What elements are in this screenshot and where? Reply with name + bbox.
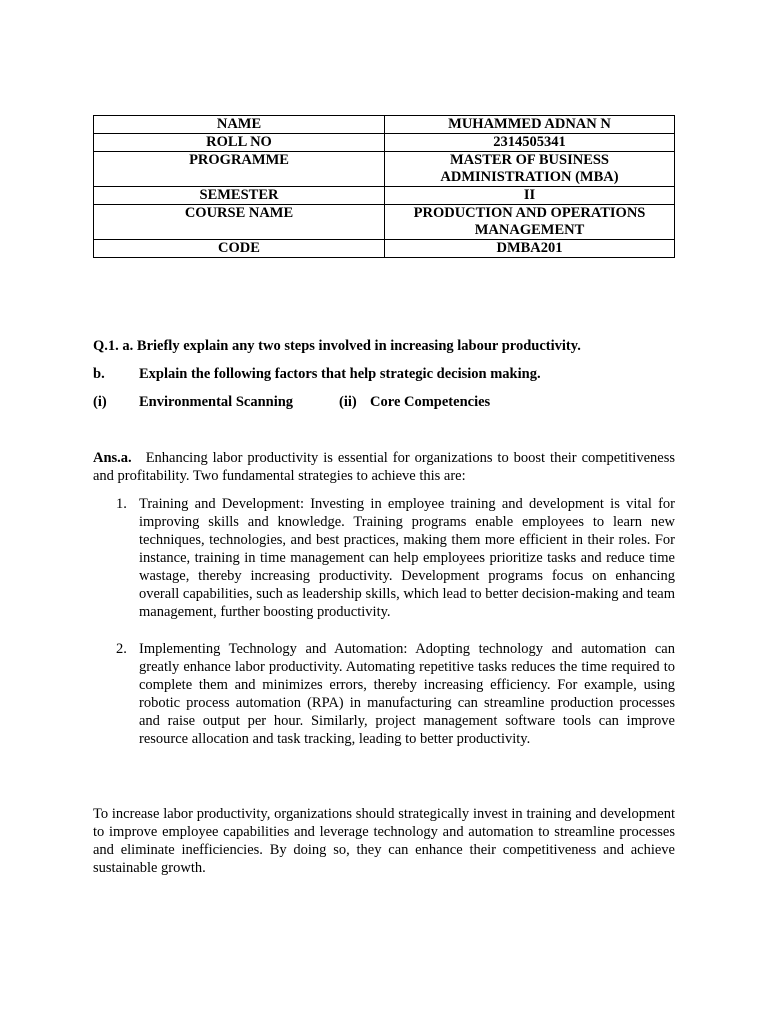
table-row [94,152,675,187]
name-value: MUHAMMED ADNAN N [385,116,675,134]
course-name-value: PRODUCTION AND OPERATIONS MANAGEMENT [385,205,675,240]
roll-no-value: 2314505341 [385,134,675,152]
name-label: NAME [94,116,385,134]
answer-point-2 [93,640,675,748]
code-value: DMBA201 [385,240,675,258]
table-row [94,116,675,134]
part-ii-text: Core Competencies [370,394,491,410]
conclusion-paragraph: To increase labor productivity, organizations should strategically invest in training and development to improve employee capabilities and leverage technology and automation to streamline processes and eliminate inefficiencies. By doing so, they can enhance their competitiveness and achieve sustainable growth. [93,806,675,876]
programme-label: PROGRAMME [94,152,385,187]
semester-value: II [385,187,675,205]
answer-point-1 [93,495,675,621]
question-1a: Q.1. a. Briefly explain any two steps involved in increasing labour productivity. [93,338,581,354]
code-label: CODE [94,240,385,258]
course-name-label: COURSE NAME [94,205,385,240]
list-number: 2. [116,641,127,657]
student-info-table [93,115,675,258]
question-1b-label: b. [93,366,105,382]
part-ii-label: (ii) [339,394,357,410]
list-text: Training and Development: Investing in employee training and development is vital for improving skills and knowledge. Training programs enable employees to learn new techniques, technologies, and best practices, making them more efficient in their roles. For instance, training in time management can help employees prioritize tasks and reduce time wastage, thereby increasing productivity. Development programs focus on enhancing overall capabilities, such as leadership skills, which lead to better decision-making and team management, further boosting productivity. [139,496,675,620]
list-text: Implementing Technology and Automation: Adopting technology and automation can greatly enhance labor productivity. Automating repetitive tasks reduces the time required to complete them and minimizes errors, thereby increasing efficiency. For example, using robotic process automation (RPA) in manufacturing can streamline production processes and raise output per hour. Similarly, project management software tools can improve resource allocation and task tracking, leading to better productivity. [139,641,675,747]
answer-label: Ans.a. [93,450,132,466]
list-item [93,640,675,748]
question-1b-text: Explain the following factors that help strategic decision making. [139,366,541,382]
list-number: 1. [116,496,127,512]
table-row [94,134,675,152]
answer-intro [93,449,675,485]
question-1b-parts [93,393,490,411]
table-row [94,205,675,240]
part-i-text: Environmental Scanning [139,394,294,410]
answer-intro-text: Enhancing labor productivity is essential for organizations to boost their competitiveness and profitability. Two fundamental strategies to achieve this are: [93,450,675,484]
programme-value: MASTER OF BUSINESS ADMINISTRATION (MBA) [385,152,675,187]
table-row [94,187,675,205]
roll-no-label: ROLL NO [94,134,385,152]
list-item [93,495,675,621]
question-1b [93,365,541,383]
part-i-label: (i) [93,394,107,410]
table-row [94,240,675,258]
semester-label: SEMESTER [94,187,385,205]
